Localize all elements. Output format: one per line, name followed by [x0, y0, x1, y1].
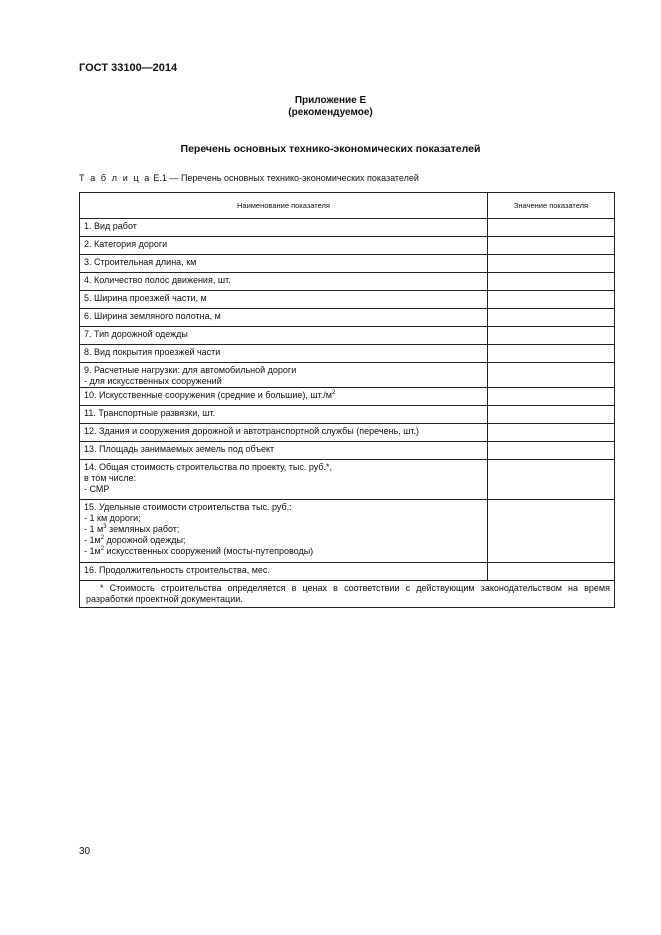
table-row: [80, 345, 615, 363]
table-row: [80, 273, 615, 291]
row-label-text: искусственных сооружений (мосты-путепроводы): [104, 546, 314, 556]
row-label: [80, 460, 488, 500]
row-label: 16. Продолжительность строительства, мес.: [80, 563, 488, 581]
row-label-line: 14. Общая стоимость строительства по проекту, тыс. руб.*,: [84, 462, 333, 472]
indicators-table: [79, 192, 615, 608]
appendix-heading: [0, 95, 661, 119]
row-label-line: - СМР: [84, 484, 110, 494]
table-row: [80, 327, 615, 345]
column-header-name: Наименование показателя: [80, 193, 488, 219]
row-value: [488, 424, 615, 442]
row-label-line: [84, 546, 483, 557]
section-title: Перечень основных технико-экономических показателей: [180, 143, 481, 155]
row-value: [488, 309, 615, 327]
superscript: 2: [100, 535, 105, 541]
row-label-text: 10. Искусственные сооружения (средние и большие), шт./м: [84, 390, 332, 400]
page-number: 30: [79, 846, 91, 857]
row-value: [488, 345, 615, 363]
table-header-row: [80, 193, 615, 219]
table-footnote: * Стоимость строительства определяется в ценах в соответствии с действующим законодательством на время разработки проектной документации.: [80, 581, 615, 608]
table-note-row: [80, 581, 615, 608]
row-value: [488, 500, 615, 563]
appendix-title: Приложение Е: [294, 95, 367, 106]
row-value: [488, 442, 615, 460]
row-label-line: [84, 524, 483, 535]
row-label: 6. Ширина земляного полотна, м: [80, 309, 488, 327]
row-label: 11. Транспортные развязки, шт.: [80, 406, 488, 424]
table-row: [80, 442, 615, 460]
table-caption-text: Перечень основных технико-экономических показателей: [180, 173, 419, 183]
table-row: [80, 255, 615, 273]
table-row: [80, 388, 615, 406]
row-value: [488, 291, 615, 309]
table-caption-prefix: Т а б л и ц а: [79, 173, 151, 183]
row-label-line: [84, 535, 483, 546]
row-value: [488, 563, 615, 581]
row-label: 13. Площадь занимаемых земель под объект: [80, 442, 488, 460]
table-row: [80, 309, 615, 327]
row-label: 8. Вид покрытия проезжей части: [80, 345, 488, 363]
superscript: 3: [103, 524, 107, 530]
table-caption-number: Е.1 —: [153, 173, 179, 183]
table-row: [80, 424, 615, 442]
row-value: [488, 460, 615, 500]
row-value: [488, 363, 615, 388]
row-value: [488, 388, 615, 406]
row-value: [488, 273, 615, 291]
superscript: 2: [100, 546, 105, 552]
row-label-line: - для искусственных сооружений: [84, 376, 222, 386]
table-row: [80, 363, 615, 388]
row-label: 5. Ширина проезжей части, м: [80, 291, 488, 309]
row-label: [80, 500, 488, 563]
row-label: 2. Категория дороги: [80, 237, 488, 255]
table-row: [80, 563, 615, 581]
row-label: 3. Строительная длина, км: [80, 255, 488, 273]
table-row: [80, 500, 615, 563]
row-label-line: в том числе:: [84, 473, 136, 483]
table-row: [80, 237, 615, 255]
appendix-subtitle: (рекомендуемое): [288, 107, 373, 118]
row-label-text: земляных работ;: [106, 524, 180, 534]
row-label: 7. Тип дорожной одежды: [80, 327, 488, 345]
row-label-line: 9. Расчетные нагрузки: для автомобильной дороги: [84, 365, 297, 375]
document-header: ГОСТ 33100—2014: [79, 62, 178, 74]
row-label-line: 15. Удельные стоимости строительства тыс. руб.:: [84, 502, 292, 512]
table-row: [80, 291, 615, 309]
row-label-text: - 1м: [84, 546, 101, 556]
table-row: [80, 460, 615, 500]
row-value: [488, 219, 615, 237]
row-label-text: - 1 м: [84, 524, 104, 534]
row-label: 1. Вид работ: [80, 219, 488, 237]
row-label-text: дорожной одежды;: [104, 535, 186, 545]
row-value: [488, 406, 615, 424]
row-label: 12. Здания и сооружения дорожной и автотранспортной службы (перечень, шт.): [80, 424, 488, 442]
row-label-text: - 1м: [84, 535, 101, 545]
superscript: 2: [331, 390, 336, 396]
table-row: [80, 406, 615, 424]
row-value: [488, 237, 615, 255]
column-header-value: Значение показателя: [488, 193, 615, 219]
row-label: [80, 363, 488, 388]
row-value: [488, 327, 615, 345]
row-label: [80, 388, 488, 406]
table-caption: [79, 173, 419, 183]
row-value: [488, 255, 615, 273]
row-label: 4. Количество полос движения, шт.: [80, 273, 488, 291]
table-row: [80, 219, 615, 237]
row-label-line: - 1 км дороги;: [84, 513, 141, 523]
